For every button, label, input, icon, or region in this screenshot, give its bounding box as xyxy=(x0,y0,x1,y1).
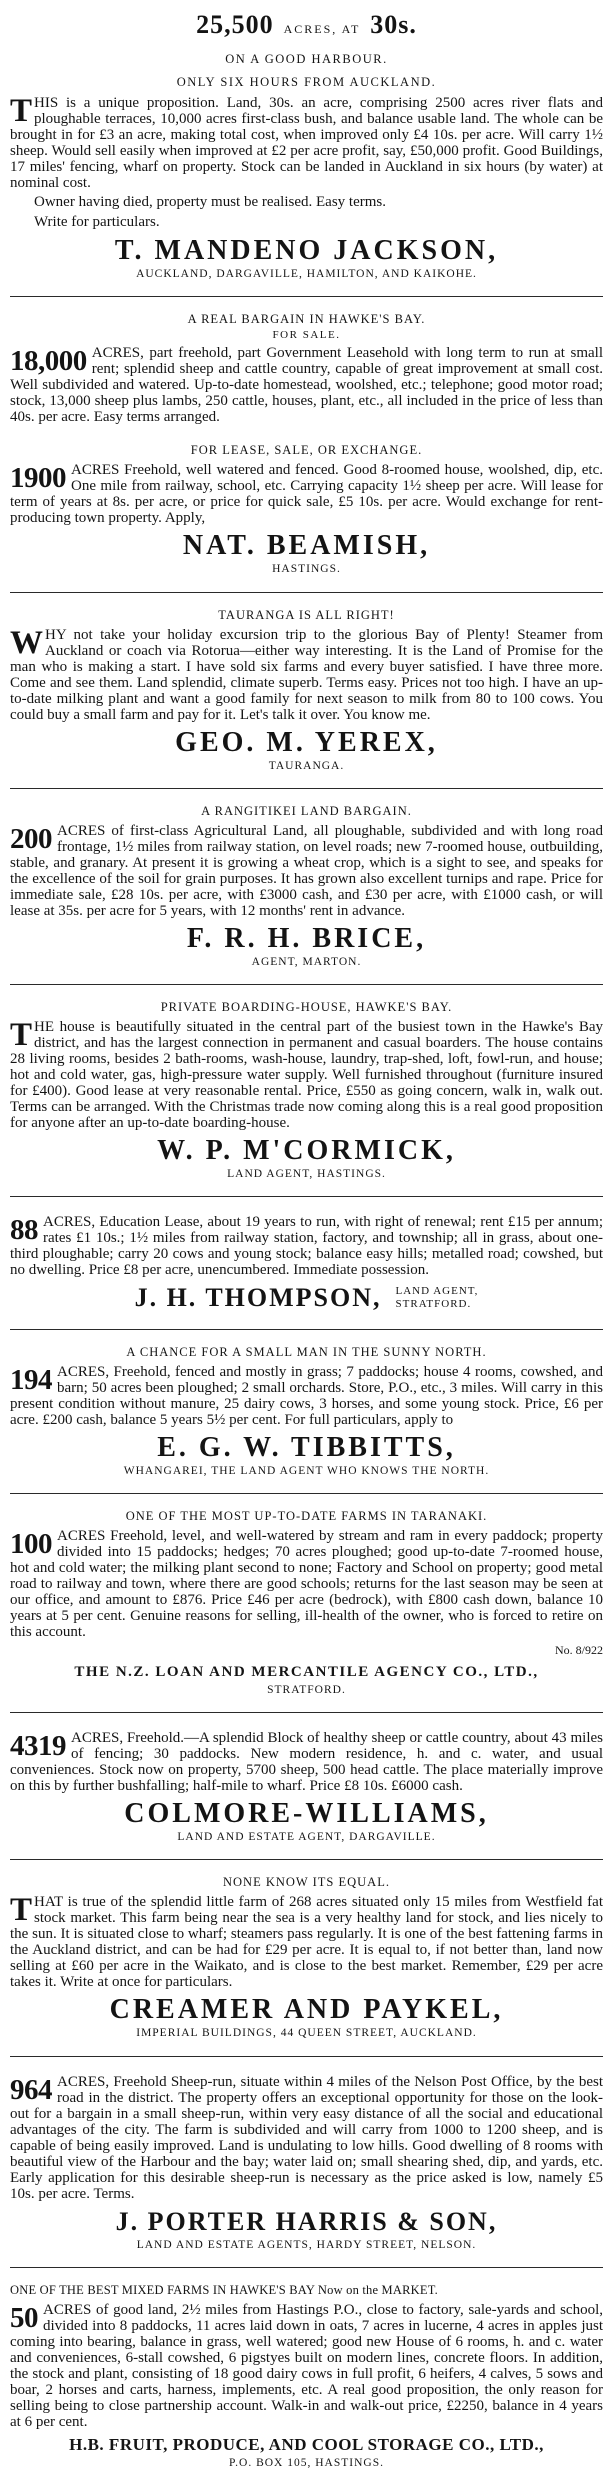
ad-9-text: ACRES Freehold, level, and well-watered by stream and ram in every paddock; property divided into 15 paddocks; hedges; 70 acres ploughed; good up-to-date 7-roomed house, hot and cold water; the milking plant second to none; Factory and School on property; good metal road to railway and town, where there are good schools; returns for the last season may be seen at our office, and amount to £876. Price £46 per acre (bedrock), with £800 cash down, balance 10 years at 5 per cent. Genuine reasons for selling, ill-health of the owner, who is forced to retire on this account. xyxy=(10,1527,603,1640)
ad-10 xyxy=(10,1727,603,1845)
ad-7 xyxy=(10,1211,603,1314)
column-rule xyxy=(10,2267,603,2268)
ad-6-agent-name: W. P. M'CORMICK, xyxy=(157,1135,456,1167)
column-rule xyxy=(10,2056,603,2057)
ad-7-agent-address-line-1: LAND AGENT, xyxy=(395,1285,479,1298)
ad-5-body xyxy=(10,823,603,919)
ad-8-agent-name: E. G. W. TIBBITTS, xyxy=(157,1431,456,1463)
ad-13-text: ACRES of good land, 2½ miles from Hastings P.O., close to factory, sale-yards and school, divided into 8 paddocks, 11 acres laid down in oats, 7 acres in lucerne, 4 acres in apples just coming into bearing, balance in grass, well watered; good new House of 6 rooms, h. and c. water and conveniences, 6-stall cowshed, 6 pigstyes built on modern lines, concrete floors. In addition, the stock and plant, consisting of 18 good dairy cows in full profit, 6 heifers, 4 calves, 5 sows and boar, 2 horses and carts, harness, implements, etc. A real good proposition, the only reason for selling being to close partnership account. Walk-in and walk-out price, £2250, balance in 4 years at 6 per cent. xyxy=(10,2301,603,2430)
ad-1-title-acreage: 25,500 xyxy=(196,10,274,39)
ad-8-acreage: 194 xyxy=(10,1363,52,1396)
ad-12-agent-name: J. PORTER HARRIS & SON, xyxy=(115,2206,498,2236)
ad-8-heading: A CHANCE FOR A SMALL MAN IN THE SUNNY NORTH. xyxy=(126,1344,487,1359)
column-rule xyxy=(10,1493,603,1494)
ad-3-agent-name: NAT. BEAMISH, xyxy=(182,530,431,562)
ad-3 xyxy=(10,442,603,577)
ad-12-agent-address: LAND AND ESTATE AGENTS, HARDY STREET, NELSON. xyxy=(136,2238,477,2251)
ad-13-body xyxy=(10,2302,603,2430)
ad-1-note-owner: Owner having died, property must be realised. Easy terms. xyxy=(34,194,386,210)
ad-6-agent-address: LAND AGENT, HASTINGS. xyxy=(227,1168,386,1181)
ad-13-heading: ONE OF THE BEST MIXED FARMS IN HAWKE'S BAY Now on the MARKET. xyxy=(10,2282,438,2297)
column-rule xyxy=(10,1859,603,1860)
ad-12-body xyxy=(10,2074,603,2202)
ad-1-agent-name: T. MANDENO JACKSON, xyxy=(114,235,499,266)
ad-9-body xyxy=(10,1528,603,1640)
ad-11-heading: NONE KNOW ITS EQUAL. xyxy=(223,1875,390,1890)
ad-9-heading: ONE OF THE MOST UP-TO-DATE FARMS IN TARANAKI. xyxy=(125,1508,488,1523)
ad-8-text: ACRES, Freehold, fenced and mostly in grass; 7 paddocks; house 4 rooms, cowshed, and barn; 50 acres been ploughed; 2 small orchards. Store, P.O., etc., 3 miles. Will carry in this present condition without manure, 25 dairy cows, 3 horses, and some young stock. Price, £6 per acre. £200 cash, balance 5 years 5½ per cent. For full particulars, apply to xyxy=(10,1363,603,1428)
ad-3-heading: FOR LEASE, SALE, OR EXCHANGE. xyxy=(190,443,423,458)
ad-9-reference: No. 8/922 xyxy=(555,1642,603,1657)
ad-13-agent-name: H.B. FRUIT, PRODUCE, AND COOL STORAGE CO., LTD., xyxy=(69,2434,544,2454)
ad-4-agent-name: GEO. M. YEREX, xyxy=(175,726,438,758)
ad-3-text: ACRES Freehold, well watered and fenced. Good 8-roomed house, woolshed, dip, etc. One mile from railway, school, etc. Carrying capacity 1½ sheep per acre. Will lease for term of years at 8s. per acre, or price for quick sale, £5 10s. per acre. Would exchange for rent-producing town property. Apply, xyxy=(10,462,603,527)
ad-3-body xyxy=(10,462,603,526)
ad-2-text: ACRES, part freehold, part Government Leasehold with long term to run at small rent; splendid sheep and cattle country, capable of great improvement at small cost. Well subdivided and watered. Up-to-date homestead, woolshed, etc.; telephone; good motor road; stock, 13,000 sheep plus lambs, 250 cattle, houses, plant, etc., all included in the price of less than 40s. per acre. Easy terms arranged. xyxy=(10,345,603,426)
ad-3-agent-address: HASTINGS. xyxy=(272,563,341,576)
ad-1-agent-address: AUCKLAND, DARGAVILLE, HAMILTON, AND KAIKOHE. xyxy=(136,268,477,280)
ad-13-acreage: 50 xyxy=(10,2301,38,2334)
ad-1-body: THIS is a unique proposition. Land, 30s. an acre, comprising 2500 acres river flats and ploughable terraces, 10,000 acres first-class bush, and balance usable land. The whole can be brought in for £3 an acre, making total cost, when improved only £4 10s. per acre. Will carry 1½ sheep. Would sell easily when improved at £2 per acre profit, say, £50,000 profit. Good Buildings, 17 miles' fencing, wharf on property. Stock can be landed in Auckland in six hours (by water) at nominal cost. xyxy=(10,93,603,191)
ad-7-agent-address xyxy=(396,1285,479,1311)
column-rule xyxy=(10,788,603,789)
ad-1-title-price: 30s. xyxy=(370,10,417,39)
ad-9-acreage: 100 xyxy=(10,1527,52,1560)
ad-7-text: ACRES, Education Lease, about 19 years to run, with right of renewal; rent £15 per annum; rates £1 10s.; 1½ miles from railway station, factory, and township; all in grass, about one-third ploughable; carry 20 cows and young stock; balance easy hills; metalled road; cowshed, but no dwelling. Price £8 per acre, unencumbered. Immediate possession. xyxy=(10,1214,603,1279)
column-rule xyxy=(10,592,603,593)
ad-10-agent-name: COLMORE-WILLIAMS, xyxy=(124,1798,489,1830)
ad-4-body: WHY not take your holiday excursion trip to the glorious Bay of Plenty! Steamer from Auckland or coach via Rotorua—either way interesting. It is the Land of Promise for the man who is making a start. I have sold six farms and every buyer satisfied. I have three more. Come and see them. Land splendid, climate superb. Terms easy. Prices not too high. I have an up-to-date milking plant and want a good family for next season to milk from 80 to 100 cows. You could buy a small farm and pay for it. Let's talk it over. You know me. xyxy=(10,624,603,723)
ad-9 xyxy=(10,1508,603,1698)
ad-5-agent-name: F. R. H. BRICE, xyxy=(186,922,427,954)
column-rule xyxy=(10,1712,603,1713)
ad-2-acreage: 18,000 xyxy=(10,345,87,378)
ad-12-text: ACRES, Freehold Sheep-run, situate within 4 miles of the Nelson Post Office, by the best road in the district. The property offers an exceptional opportunity for those on the look-out for a bargain in a small sheep-run, within very easy distance of all the social and educational advantages of the city. The farm is subdivided and will carry from 1000 to 1200 sheep, and is capable of being easily improved. Land is undulating to low hills. Good dwelling of 8 rooms with beautiful view of the Harbour and the bay; water laid on; small shearing shed, dip, and yards, etc. Early application for this desirable sheep-run is necessary as the price asked is low, namely £5 10s. per acre. Terms. xyxy=(10,2073,603,2202)
ad-2 xyxy=(10,311,603,428)
ad-7-acreage: 88 xyxy=(10,1214,38,1247)
ad-1-title-acres-at: ACRES, AT xyxy=(283,22,361,36)
ad-7-agent-name: J. H. THOMPSON, xyxy=(134,1283,382,1313)
ad-7-body xyxy=(10,1214,603,1278)
ad-6-heading: PRIVATE BOARDING-HOUSE, HAWKE'S BAY. xyxy=(160,1000,453,1015)
ad-2-heading: A REAL BARGAIN IN HAWKE'S BAY. xyxy=(187,312,426,327)
ad-6 xyxy=(10,999,603,1182)
ad-2-body xyxy=(10,345,603,425)
ad-5-agent-address: AGENT, MARTON. xyxy=(251,955,362,968)
ad-5-text: ACRES of first-class Agricultural Land, all ploughable, subdivided and with long road frontage, 1½ miles from railway station, on level roads; new 7-roomed house, outbuilding, stable, and granary. At present it is growing a wheat crop, which is a sight to see, and speaks for the excellence of the soil for grain purposes. It has grown also excellent turnips and rape. Price for immediate sale, £28 10s. per acre, with £3000 cash, and £30 per acre, with £1000 cash, or will lease at 35s. per acre for 5 years, with 12 months' rent in advance. xyxy=(10,822,603,919)
ad-8-body xyxy=(10,1364,603,1428)
ad-8 xyxy=(10,1344,603,1479)
ad-8-agent-address: WHANGAREI, THE LAND AGENT WHO KNOWS THE NORTH. xyxy=(123,1464,490,1477)
ad-10-body xyxy=(10,1730,603,1794)
column-rule xyxy=(10,1329,603,1330)
ad-11-agent-address: IMPERIAL BUILDINGS, 44 QUEEN STREET, AUCKLAND. xyxy=(136,2027,477,2040)
column-rule xyxy=(10,1196,603,1197)
ad-10-agent-address: LAND AND ESTATE AGENT, DARGAVILLE. xyxy=(177,1831,436,1844)
ad-11-body: THAT is true of the splendid little farm of 268 acres situated only 15 miles from Westfield fat stock market. This farm being near the sea is a very healthy land for stock, and lies nicely to the sun. It is situated close to wharf; steamers pass regularly. It is one of the best fattening farms in the Auckland district, and can be had for £29 per acre. It is equal to, if not better than, land now selling at £60 per acre in the Waikato, and is close to the best market. Remember, £29 per acre takes it. Write at once for particulars. xyxy=(10,1892,603,1991)
ad-4-agent-address: TAURANGA. xyxy=(268,759,345,772)
ad-13 xyxy=(10,2282,603,2471)
ad-12-acreage: 964 xyxy=(10,2073,52,2106)
ad-1-subhead-harbour: ON A GOOD HARBOUR. xyxy=(225,52,388,66)
ad-10-acreage: 4319 xyxy=(10,1730,66,1763)
ad-9-agent-address: STRATFORD. xyxy=(267,1683,346,1696)
ad-11-agent-name: CREAMER AND PAYKEL, xyxy=(109,1994,504,2026)
ad-1-subhead-hours: ONLY SIX HOURS FROM AUCKLAND. xyxy=(176,75,437,89)
ad-7-agent xyxy=(10,1282,603,1314)
column-rule xyxy=(10,296,603,297)
ad-4-heading: TAURANGA IS ALL RIGHT! xyxy=(218,607,395,622)
ad-5 xyxy=(10,803,603,970)
ad-13-agent-address: P.O. BOX 105, HASTINGS. xyxy=(229,2456,384,2469)
ad-10-text: ACRES, Freehold.—A splendid Block of healthy sheep or cattle country, about 43 miles of fencing; 30 paddocks. New modern residence, h. and c. water, and usual conveniences. Stock now on property, 5700 sheep, 500 head cattle. The place materially improve on this by further bushfalling; half-mile to wharf. Price £8 10s. £6000 cash. xyxy=(10,1730,603,1795)
ad-11 xyxy=(10,1874,603,2041)
ad-6-body: THE house is beautifully situated in the central part of the busiest town in the Hawke's Bay district, and has the largest connection in permanent and casual boarders. The house contains 28 living rooms, besides 2 bath-rooms, wash-house, laundry, trap-shed, loft, fowl-run, and house; hot and cold water, gas, high-pressure water supply. Well furnished throughout (furniture insured for £400). Good lease at very reasonable rental. Price, £550 as going concern, walk in, walk out. Terms can be arranged. With the Christmas trade now coming along this is a real good proposition for anyone after an up-to-date boarding-house. xyxy=(10,1017,603,1132)
ad-1-note-write: Write for particulars. xyxy=(34,214,160,230)
ad-3-acreage: 1900 xyxy=(10,462,66,495)
ad-1 xyxy=(10,8,603,282)
ad-7-agent-address-line-2: STRATFORD. xyxy=(395,1298,472,1311)
ad-12 xyxy=(10,2071,603,2253)
ad-4 xyxy=(10,607,603,774)
ad-5-heading: A RANGITIKEI LAND BARGAIN. xyxy=(201,803,412,818)
ad-2-subheading: FOR SALE. xyxy=(272,329,341,342)
column-rule xyxy=(10,984,603,985)
ad-5-acreage: 200 xyxy=(10,822,52,855)
ad-1-title xyxy=(10,8,603,46)
ad-9-agent-name: THE N.Z. LOAN AND MERCANTILE AGENCY CO., LTD., xyxy=(74,1663,539,1680)
